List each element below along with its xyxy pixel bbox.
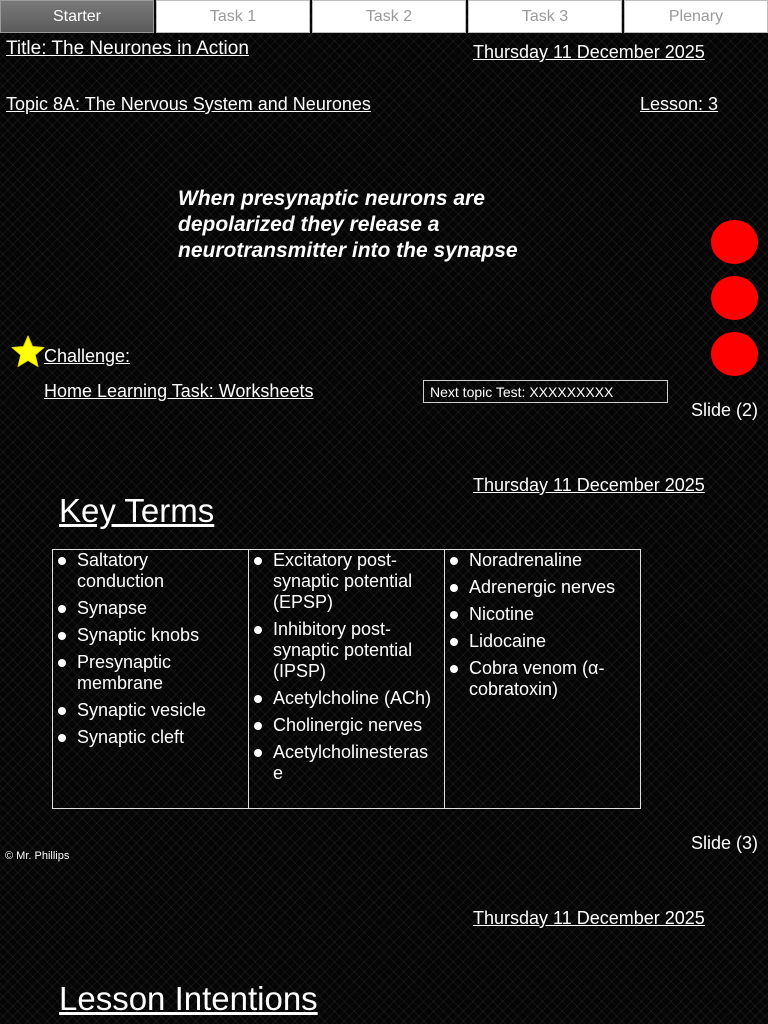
term-item: Cobra venom (α-cobratoxin) — [469, 658, 640, 700]
date-label: Thursday 11 December 2025 — [473, 908, 705, 928]
red-dot-button-2[interactable] — [711, 276, 758, 320]
nav-tabs — [0, 0, 768, 35]
term-item: Synaptic knobs — [77, 625, 248, 646]
lesson-number: Lesson: 3 — [640, 94, 719, 114]
term-item: Nicotine — [469, 604, 640, 625]
home-learning-link[interactable]: Home Learning Task: Worksheets — [44, 381, 314, 401]
term-item: Inhibitory post-synaptic potential (IPSP) — [273, 619, 444, 682]
tab-task-1[interactable]: Task 1 — [156, 0, 310, 33]
date-label: Thursday 11 December 2025 — [473, 475, 705, 495]
key-terms-table — [52, 549, 641, 809]
term-item: Synapse — [77, 598, 248, 619]
term-item: Lidocaine — [469, 631, 640, 652]
star-icon — [10, 334, 46, 370]
challenge-link[interactable]: Challenge: — [44, 346, 131, 366]
term-item: Acetylcholine (ACh) — [273, 688, 444, 709]
term-item: Saltatory conduction — [77, 550, 248, 592]
tab-plenary[interactable]: Plenary — [624, 0, 768, 33]
next-test-box: Next topic Test: XXXXXXXXX — [423, 380, 668, 403]
starter-statement: When presynaptic neurons are depolarized they release a neurotransmitter into the synapse — [178, 187, 518, 262]
term-item: Presynaptic membrane — [77, 652, 248, 694]
term-item: Synaptic vesicle — [77, 700, 248, 721]
term-item: Synaptic cleft — [77, 727, 248, 748]
term-item: Cholinergic nerves — [273, 715, 444, 736]
slide-number: Slide (3) — [691, 833, 759, 853]
date-label: Thursday 11 December 2025 — [473, 42, 705, 62]
key-terms-column-2 — [249, 550, 445, 809]
key-terms-heading: Key Terms — [59, 492, 215, 529]
term-item: Adrenergic nerves — [469, 577, 640, 598]
lesson-intentions-heading: Lesson Intentions — [59, 980, 318, 1017]
term-item: Noradrenaline — [469, 550, 640, 571]
key-terms-column-3 — [445, 550, 641, 809]
tab-task-3[interactable]: Task 3 — [468, 0, 622, 33]
slide-number: Slide (2) — [691, 400, 759, 420]
lesson-title: Title: The Neurones in Action — [6, 38, 249, 59]
term-item: Excitatory post-synaptic potential (EPSP) — [273, 550, 444, 613]
copyright-notice: © Mr. Phillips — [5, 850, 70, 862]
key-terms-column-1 — [53, 550, 249, 809]
red-dot-button-1[interactable] — [711, 220, 758, 264]
tab-starter[interactable]: Starter — [0, 0, 154, 33]
term-item: Acetylcholinesterase — [273, 742, 444, 784]
red-dot-button-3[interactable] — [711, 332, 758, 376]
tab-task-2[interactable]: Task 2 — [312, 0, 466, 33]
topic-label: Topic 8A: The Nervous System and Neurones — [6, 94, 371, 114]
